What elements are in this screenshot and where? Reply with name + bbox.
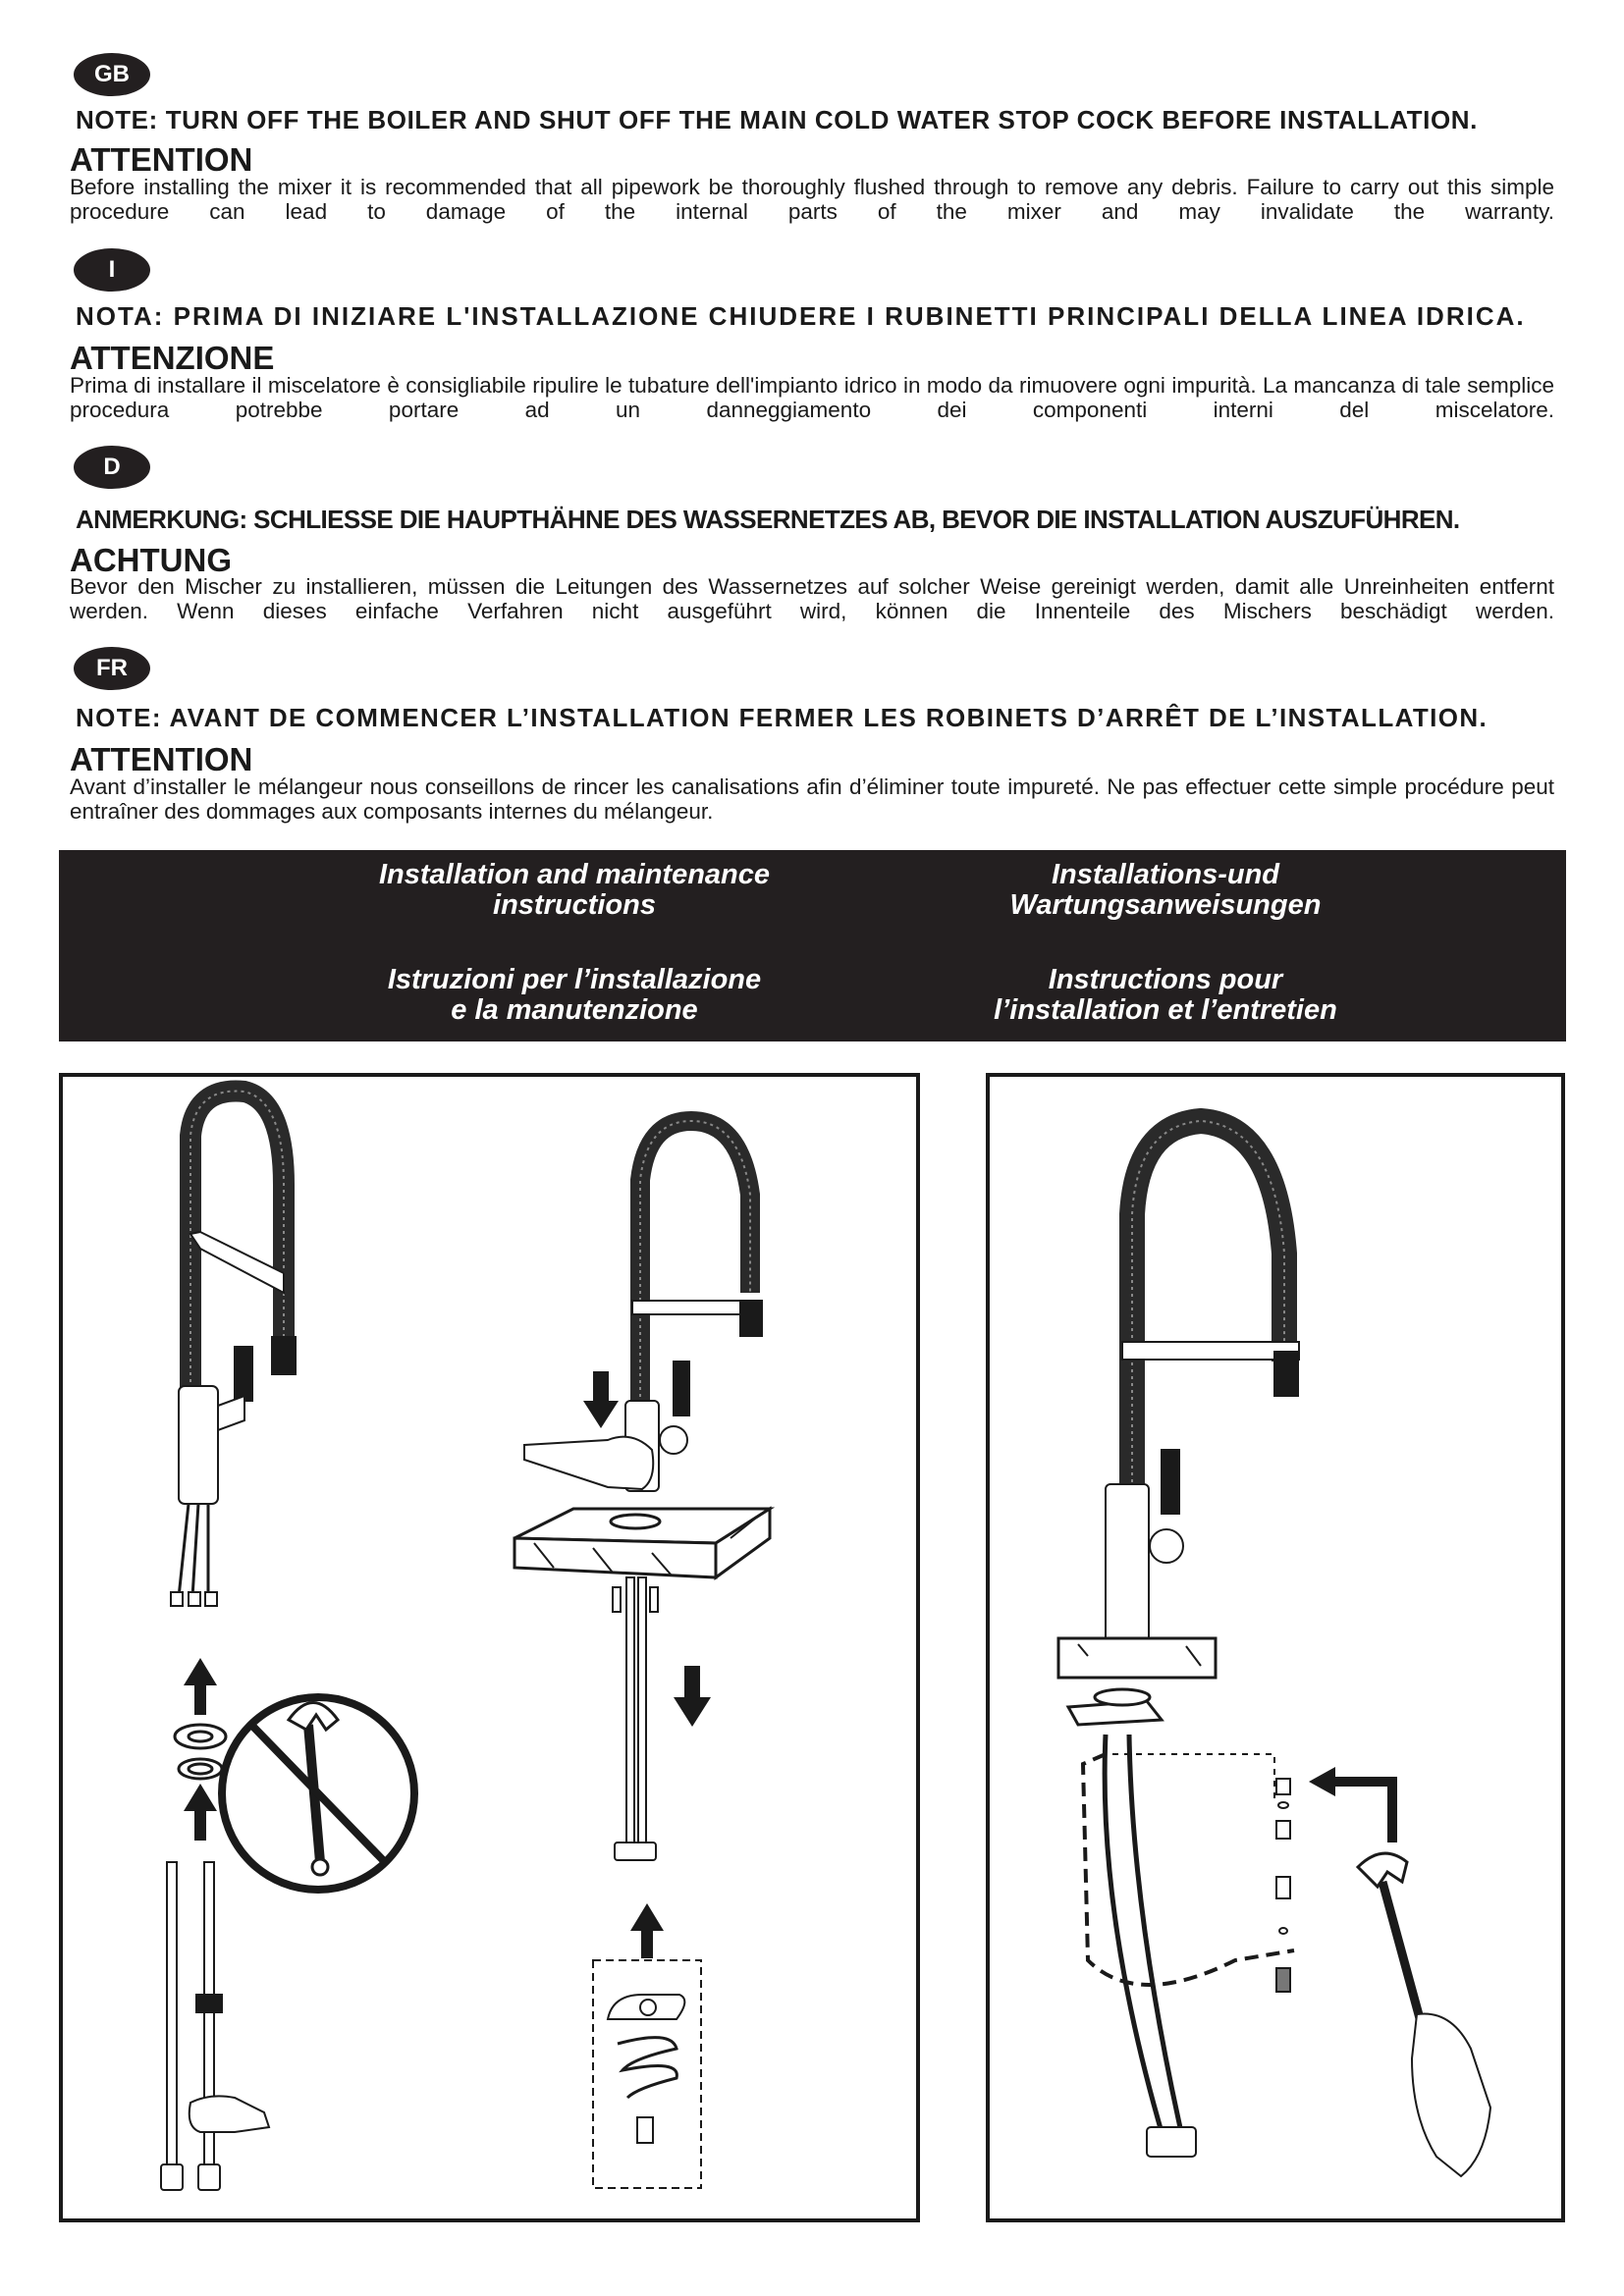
hand-icon	[189, 2096, 269, 2132]
arrow-icon	[1309, 1767, 1397, 1842]
banner-fr-line1: Instructions pour	[1048, 964, 1283, 995]
attention-title-it: ATTENZIONE	[70, 340, 275, 376]
note-gb: NOTE: TURN OFF THE BOILER AND SHUT OFF THE MAIN COLD WATER STOP COCK BEFORE INSTALLATION.	[76, 105, 1478, 134]
attention-title-fr: ATTENTION	[70, 741, 253, 777]
note-de: ANMERKUNG: SCHLIESSE DIE HAUPTHÄHNE DES WASSERNETZES AB, BEVOR DIE INSTALLATION AUSZUFÜHREN.	[76, 505, 1460, 534]
language-badge-de: D	[74, 446, 150, 489]
attention-body-it: Prima di installare il miscelatore è consigliabile ripulire le tubature dell'impianto idrico in modo da rimuovere ogni impurità. La mancanza di tale semplice procedura potrebbe portare ad un danneggiamento dei componenti interni del miscelatore.	[70, 373, 1554, 422]
fixing-kit-icon	[593, 1960, 701, 2188]
installation-figure-left	[59, 1073, 920, 2222]
faucet-icon	[625, 1121, 762, 1491]
hose-icon	[1083, 1735, 1294, 2157]
connection-drawing	[990, 1077, 1561, 2218]
hose-icon	[613, 1577, 658, 1860]
language-badge-it: I	[74, 248, 150, 292]
installation-steps-drawing	[63, 1077, 916, 2218]
banner-title-it	[299, 965, 849, 1026]
attention-body-gb: Before installing the mixer it is recommended that all pipework be thoroughly flushed through to remove any debris. Failure to carry out this simple procedure can lead to damage of the internal parts of the mixer and may invalidate the warranty.	[70, 175, 1554, 224]
hand-icon	[524, 1437, 653, 1489]
faucet-icon	[171, 1092, 296, 1606]
banner-fr-line2: l’installation et l’entretien	[994, 994, 1337, 1026]
attention-title-de: ACHTUNG	[70, 542, 232, 578]
attention-body-de: Bevor den Mischer zu installieren, müssen die Leitungen des Wassernetzes auf solcher Weise gereinigt werden, damit alle Unreinheiten entfernt werden. Wenn dieses einfache Verfahren nicht ausgeführt wird, können die Innenteile des Mischers beschädigt werden.	[70, 574, 1554, 623]
countertop-icon	[1058, 1638, 1216, 1725]
hand-icon	[1412, 2013, 1490, 2176]
instructions-banner	[59, 850, 1566, 1041]
attention-body-fr: Avant d’installer le mélangeur nous conseillons de rincer les canalisations afin d’éliminer toute impureté. Ne pas effectuer cette simple procédure peut entraîner des dommages aux composants internes du mélangeur.	[70, 774, 1554, 824]
no-wrench-icon	[222, 1697, 414, 1890]
banner-en-line1: Installation and maintenance	[378, 859, 771, 890]
note-fr: NOTE: AVANT DE COMMENCER L’INSTALLATION FERMER LES ROBINETS D’ARRÊT DE L’INSTALLATION.	[76, 703, 1489, 732]
note-it: NOTA: PRIMA DI INIZIARE L'INSTALLAZIONE CHIUDERE I RUBINETTI PRINCIPALI DELLA LINEA IDRICA.	[76, 301, 1526, 331]
language-badge-gb: GB	[74, 53, 150, 96]
language-badge-fr: FR	[74, 647, 150, 690]
banner-title-en	[299, 860, 849, 921]
banner-it-line2: e la manutenzione	[451, 994, 698, 1026]
banner-title-de	[891, 860, 1440, 921]
banner-de-line1: Installations-und	[1052, 859, 1279, 890]
faucet-icon	[1106, 1121, 1299, 1651]
installation-figure-right	[986, 1073, 1565, 2222]
countertop-icon	[514, 1509, 770, 1577]
nut-icon	[1276, 1779, 1290, 1992]
banner-it-line1: Istruzioni per l’installazione	[387, 964, 762, 995]
hose-icon	[161, 1862, 222, 2190]
attention-title-gb: ATTENTION	[70, 141, 253, 178]
banner-en-line2: instructions	[493, 889, 656, 921]
washer-icon	[175, 1725, 226, 1779]
banner-de-line2: Wartungsanweisungen	[1009, 889, 1322, 921]
banner-title-fr	[891, 965, 1440, 1026]
